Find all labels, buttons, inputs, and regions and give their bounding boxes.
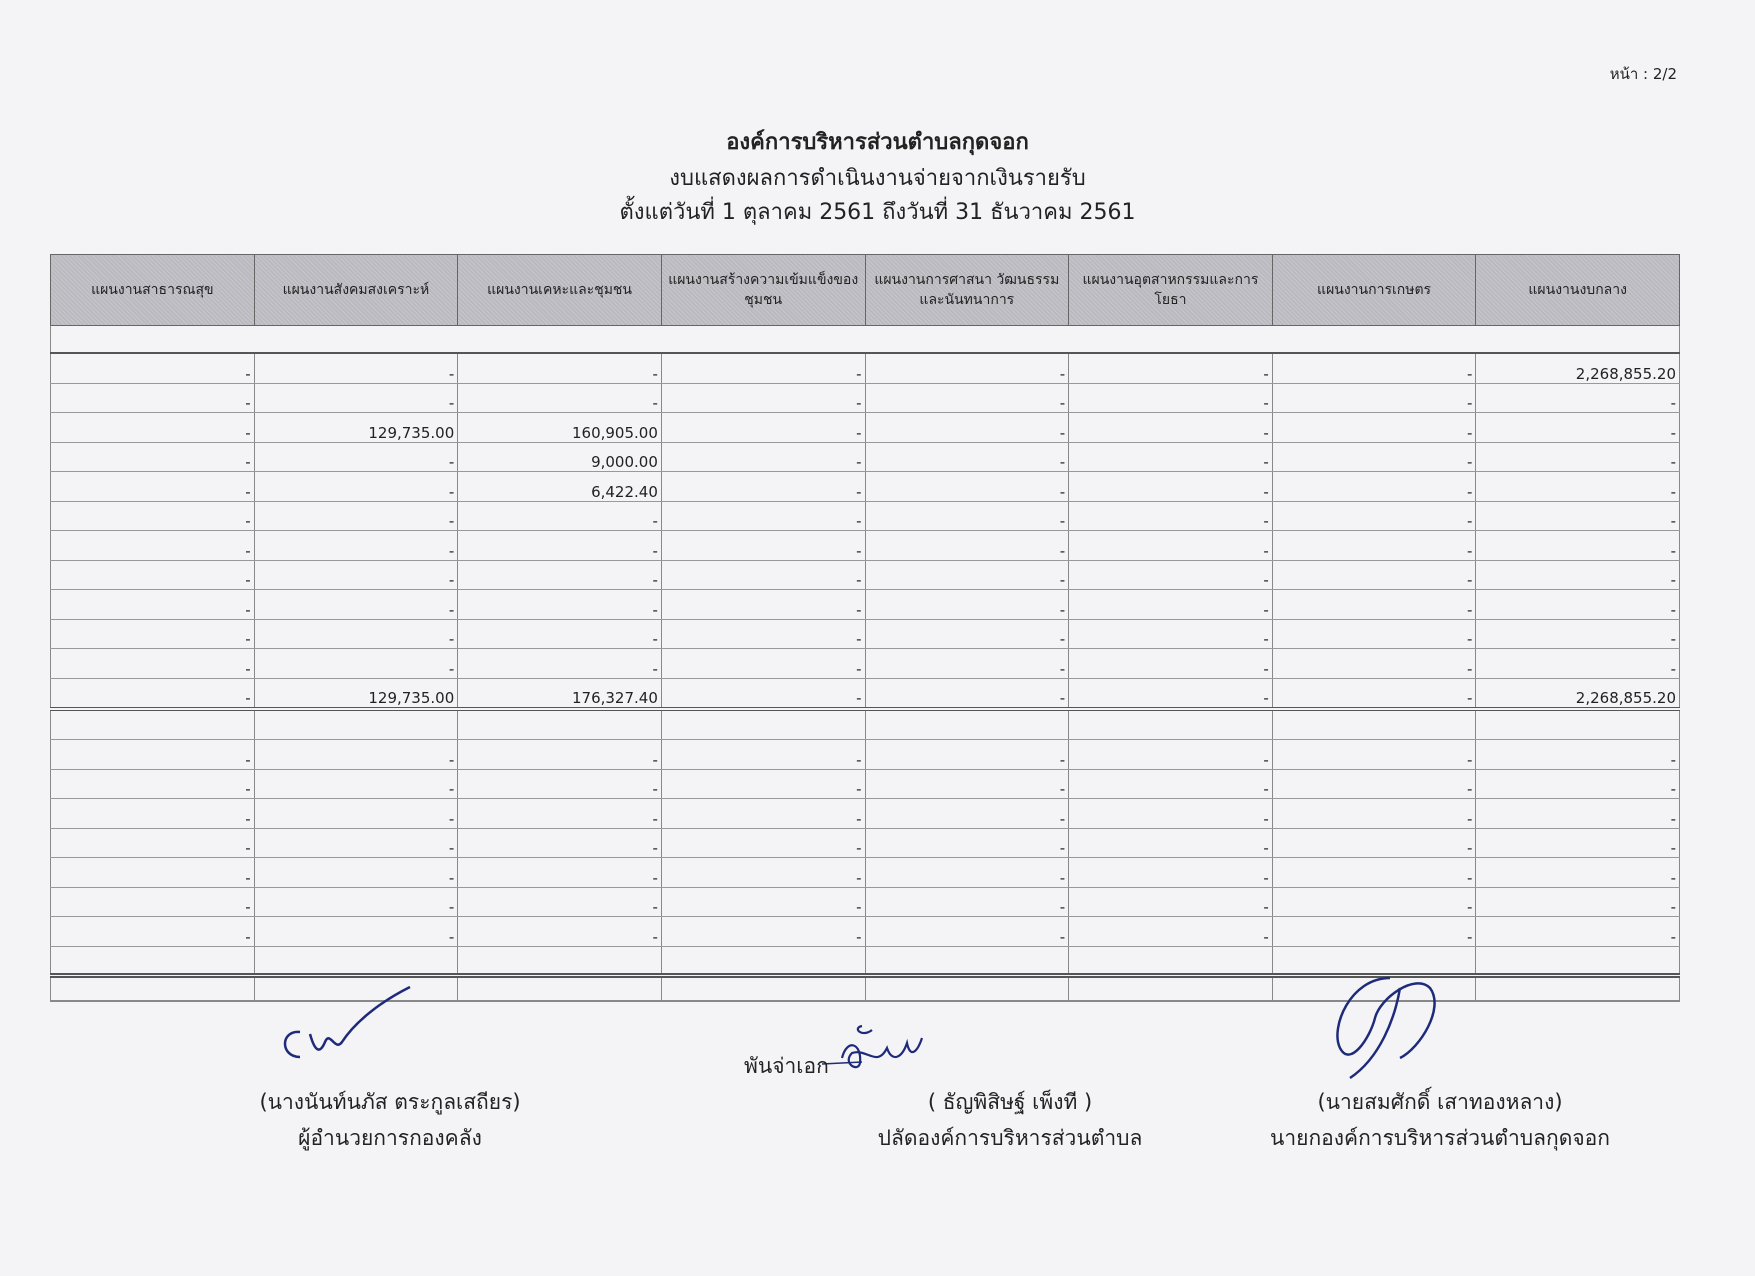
table-cell: -: [1069, 828, 1273, 858]
table-cell: [51, 946, 255, 975]
table-cell: -: [51, 442, 255, 472]
table-cell: -: [458, 740, 662, 770]
table-cell: -: [458, 799, 662, 829]
table-cell: -: [661, 353, 865, 383]
table-cell: -: [1476, 383, 1680, 413]
table-cell: -: [51, 678, 255, 709]
table-row: [51, 887, 1680, 917]
table-cell: -: [661, 590, 865, 620]
table-row: [51, 590, 1680, 620]
table-cell: -: [254, 917, 458, 947]
table-cell: -: [865, 353, 1069, 383]
table-cell: -: [1272, 828, 1476, 858]
table-cell: 129,735.00: [254, 678, 458, 709]
table-cell: -: [1272, 531, 1476, 561]
expense-table-container: [50, 254, 1680, 1002]
table-cell: -: [1476, 501, 1680, 531]
table-cell: -: [865, 828, 1069, 858]
table-cell: -: [1272, 501, 1476, 531]
table-cell: -: [51, 649, 255, 679]
table-cell: -: [254, 472, 458, 502]
table-cell: -: [1069, 678, 1273, 709]
table-cell: -: [1272, 740, 1476, 770]
table-cell: -: [458, 353, 662, 383]
table-cell: -: [254, 619, 458, 649]
table-cell: -: [865, 560, 1069, 590]
org-title: องค์การบริหารส่วนตำบลกุดจอก: [726, 130, 1029, 155]
report-period: ตั้งแต่วันที่ 1 ตุลาคม 2561 ถึงวันที่ 31 ธันวาคม 2561: [619, 200, 1136, 225]
table-cell: [458, 975, 662, 1001]
table-cell: -: [51, 769, 255, 799]
table-cell: -: [1476, 619, 1680, 649]
table-cell: -: [1272, 442, 1476, 472]
table-cell: 2,268,855.20: [1476, 678, 1680, 709]
table-cell: -: [1069, 917, 1273, 947]
table-row: [51, 917, 1680, 947]
table-row: [51, 442, 1680, 472]
table-row: [51, 383, 1680, 413]
blank-row: [51, 709, 1680, 740]
table-cell: -: [51, 858, 255, 888]
table-cell: -: [1069, 442, 1273, 472]
table-cell: -: [1476, 917, 1680, 947]
col-header-social-welfare: แผนงานสังคมสงเคราะห์: [254, 255, 458, 326]
signature-middle: [760, 1084, 1260, 1156]
table-cell: -: [661, 383, 865, 413]
table-cell: -: [254, 353, 458, 383]
col-header-religion-culture: แผนงานการศาสนา วัฒนธรรมและนันทนาการ: [865, 255, 1069, 326]
table-cell: -: [865, 472, 1069, 502]
table-cell: -: [51, 560, 255, 590]
signer-middle-position: ปลัดองค์การบริหารส่วนตำบล: [877, 1126, 1143, 1150]
table-cell: -: [661, 649, 865, 679]
table-cell: -: [661, 619, 865, 649]
table-cell: -: [865, 590, 1069, 620]
table-cell: [51, 975, 255, 1001]
table-cell: -: [254, 560, 458, 590]
table-cell: [661, 946, 865, 975]
table-cell: -: [1069, 413, 1273, 443]
table-cell: -: [1272, 590, 1476, 620]
table-cell: -: [1069, 887, 1273, 917]
table-cell: -: [254, 858, 458, 888]
table-cell: [458, 946, 662, 975]
table-cell: -: [254, 649, 458, 679]
table-cell: [254, 326, 458, 354]
table-cell: -: [1069, 858, 1273, 888]
table-cell: -: [51, 413, 255, 443]
table-cell: [1272, 326, 1476, 354]
report-title: งบแสดงผลการดำเนินงานจ่ายจากเงินรายรับ: [669, 166, 1086, 191]
table-cell: -: [1272, 799, 1476, 829]
table-row: [51, 649, 1680, 679]
table-cell: -: [865, 442, 1069, 472]
table-cell: -: [1476, 740, 1680, 770]
table-cell: -: [458, 858, 662, 888]
table-cell: -: [1272, 560, 1476, 590]
table-cell: -: [865, 917, 1069, 947]
table-cell: -: [865, 383, 1069, 413]
table-cell: -: [1272, 413, 1476, 443]
table-cell: -: [865, 531, 1069, 561]
table-cell: -: [458, 619, 662, 649]
table-cell: [458, 709, 662, 740]
table-cell: [865, 975, 1069, 1001]
table-cell: -: [458, 531, 662, 561]
table-cell: [254, 946, 458, 975]
table-row: [51, 472, 1680, 502]
table-cell: -: [1272, 887, 1476, 917]
table-cell: -: [1476, 531, 1680, 561]
table-cell: -: [458, 383, 662, 413]
table-cell: -: [865, 649, 1069, 679]
table-row: [51, 531, 1680, 561]
table-row: [51, 858, 1680, 888]
table-cell: 160,905.00: [458, 413, 662, 443]
table-body: [51, 326, 1680, 1001]
table-cell: -: [1069, 799, 1273, 829]
table-cell: -: [51, 383, 255, 413]
table-cell: -: [254, 740, 458, 770]
table-cell: 176,327.40: [458, 678, 662, 709]
table-cell: -: [1069, 740, 1273, 770]
table-row: [51, 619, 1680, 649]
table-cell: -: [661, 531, 865, 561]
table-cell: [1272, 709, 1476, 740]
table-cell: -: [661, 560, 865, 590]
table-cell: [1069, 326, 1273, 354]
signature-left: [170, 1084, 610, 1156]
table-header-row: [51, 255, 1680, 326]
table-cell: -: [1272, 472, 1476, 502]
table-cell: -: [865, 740, 1069, 770]
table-cell: -: [458, 828, 662, 858]
table-cell: -: [1476, 799, 1680, 829]
table-row: [51, 413, 1680, 443]
table-cell: [1069, 975, 1273, 1001]
total-row: [51, 678, 1680, 709]
table-cell: -: [254, 383, 458, 413]
table-cell: -: [661, 501, 865, 531]
table-cell: -: [661, 887, 865, 917]
table-cell: -: [1272, 619, 1476, 649]
table-cell: -: [51, 472, 255, 502]
table-cell: [51, 326, 255, 354]
table-cell: -: [865, 678, 1069, 709]
col-header-central-budget: แผนงานงบกลาง: [1476, 255, 1680, 326]
table-cell: -: [661, 858, 865, 888]
table-cell: [661, 709, 865, 740]
table-cell: 9,000.00: [458, 442, 662, 472]
table-cell: -: [1069, 769, 1273, 799]
table-cell: -: [661, 828, 865, 858]
table-cell: -: [1272, 649, 1476, 679]
table-cell: -: [865, 501, 1069, 531]
table-cell: -: [865, 858, 1069, 888]
table-cell: -: [1272, 858, 1476, 888]
table-cell: -: [865, 413, 1069, 443]
table-cell: -: [254, 501, 458, 531]
table-cell: -: [661, 442, 865, 472]
signature-right: [1230, 1084, 1650, 1156]
signer-left-position: ผู้อำนวยการกองคลัง: [298, 1126, 482, 1150]
signer-middle-rank: พันจ่าเอก: [744, 1054, 829, 1078]
table-cell: -: [865, 887, 1069, 917]
table-cell: 2,268,855.20: [1476, 353, 1680, 383]
table-cell: [661, 326, 865, 354]
table-cell: -: [1476, 560, 1680, 590]
table-cell: 129,735.00: [254, 413, 458, 443]
table-cell: -: [661, 472, 865, 502]
table-cell: -: [51, 799, 255, 829]
table-cell: -: [1069, 353, 1273, 383]
table-cell: -: [1476, 472, 1680, 502]
table-cell: [1476, 975, 1680, 1001]
table-row: [51, 828, 1680, 858]
table-cell: -: [1069, 383, 1273, 413]
signer-middle-name: ( ธัญพิสิษฐ์ เพ็งที ): [927, 1090, 1093, 1114]
table-row: [51, 353, 1680, 383]
table-cell: -: [458, 887, 662, 917]
table-cell: -: [51, 887, 255, 917]
table-cell: -: [661, 740, 865, 770]
signature-middle-drawing: [822, 1018, 942, 1078]
table-cell: [1476, 946, 1680, 975]
table-row: [51, 501, 1680, 531]
table-cell: -: [51, 740, 255, 770]
table-cell: -: [865, 769, 1069, 799]
signer-right-name: (นายสมศักดิ์ เสาทองหลาง): [1317, 1090, 1563, 1114]
table-cell: [1476, 326, 1680, 354]
table-cell: [1476, 709, 1680, 740]
table-cell: [661, 975, 865, 1001]
table-cell: -: [1476, 649, 1680, 679]
table-cell: -: [254, 531, 458, 561]
table-cell: -: [865, 799, 1069, 829]
table-cell: -: [661, 769, 865, 799]
table-cell: [1069, 946, 1273, 975]
table-cell: -: [1476, 413, 1680, 443]
table-cell: [865, 326, 1069, 354]
table-cell: -: [1476, 828, 1680, 858]
table-cell: -: [1476, 769, 1680, 799]
table-cell: -: [1476, 590, 1680, 620]
table-cell: -: [661, 413, 865, 443]
table-row: [51, 740, 1680, 770]
table-cell: -: [254, 590, 458, 620]
table-cell: -: [458, 590, 662, 620]
table-cell: -: [1069, 590, 1273, 620]
table-cell: [865, 709, 1069, 740]
table-cell: -: [661, 678, 865, 709]
table-row: [51, 769, 1680, 799]
table-cell: -: [1272, 678, 1476, 709]
table-cell: -: [1272, 383, 1476, 413]
table-cell: -: [458, 917, 662, 947]
table-cell: -: [51, 353, 255, 383]
table-cell: -: [1272, 353, 1476, 383]
table-cell: -: [1069, 472, 1273, 502]
table-cell: -: [1476, 887, 1680, 917]
table-cell: -: [1069, 501, 1273, 531]
signer-right-position: นายกองค์การบริหารส่วนตำบลกุดจอก: [1270, 1126, 1610, 1150]
expense-table: [50, 254, 1680, 1002]
table-cell: [51, 709, 255, 740]
table-cell: -: [254, 442, 458, 472]
table-cell: -: [254, 828, 458, 858]
table-cell: -: [661, 799, 865, 829]
table-cell: -: [254, 769, 458, 799]
signer-left-name: (นางนันท์นภัส ตระกูลเสถียร): [259, 1090, 521, 1114]
table-row: [51, 560, 1680, 590]
page-number: หน้า : 2/2: [1609, 65, 1677, 83]
table-cell: -: [458, 769, 662, 799]
table-cell: [1069, 709, 1273, 740]
table-cell: [865, 946, 1069, 975]
spacer-row: [51, 326, 1680, 354]
table-cell: -: [51, 619, 255, 649]
table-cell: -: [1069, 560, 1273, 590]
table-cell: -: [1069, 619, 1273, 649]
table-cell: -: [51, 531, 255, 561]
col-header-industry-works: แผนงานอุตสาหกรรมและการโยธา: [1069, 255, 1273, 326]
table-cell: -: [1069, 649, 1273, 679]
signature-left-drawing: [270, 982, 430, 1072]
table-cell: -: [51, 501, 255, 531]
table-cell: -: [458, 649, 662, 679]
table-cell: -: [1476, 442, 1680, 472]
signature-right-drawing: [1320, 968, 1460, 1088]
table-cell: -: [1069, 531, 1273, 561]
table-cell: -: [458, 560, 662, 590]
col-header-agriculture: แผนงานการเกษตร: [1272, 255, 1476, 326]
table-cell: -: [254, 799, 458, 829]
table-cell: -: [254, 887, 458, 917]
col-header-community-strength: แผนงานสร้างความเข้มแข็งของชุมชน: [661, 255, 865, 326]
table-cell: -: [458, 501, 662, 531]
table-cell: -: [51, 917, 255, 947]
col-header-public-health: แผนงานสาธารณสุข: [51, 255, 255, 326]
col-header-housing-community: แผนงานเคหะและชุมชน: [458, 255, 662, 326]
table-cell: -: [865, 619, 1069, 649]
table-cell: -: [51, 828, 255, 858]
table-cell: [458, 326, 662, 354]
table-cell: -: [1272, 769, 1476, 799]
table-cell: 6,422.40: [458, 472, 662, 502]
table-cell: -: [1476, 858, 1680, 888]
table-cell: -: [1272, 917, 1476, 947]
table-cell: [254, 709, 458, 740]
table-cell: -: [51, 590, 255, 620]
table-cell: -: [661, 917, 865, 947]
table-row: [51, 799, 1680, 829]
